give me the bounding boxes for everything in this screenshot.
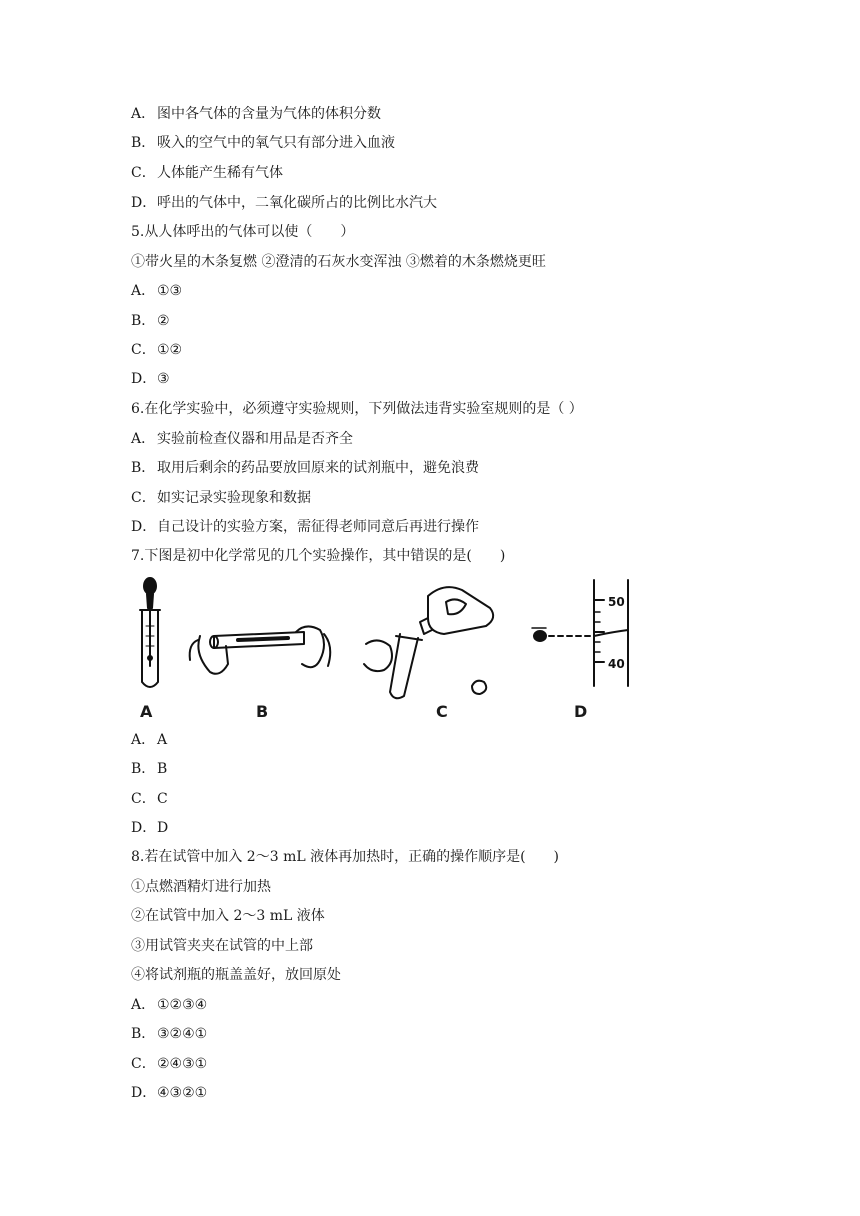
q6-option-b: B． 取用后剩余的药品要放回原来的试剂瓶中，避免浪费 — [131, 460, 479, 476]
q4-option-b: B． 吸入的空气中的氧气只有部分进入血液 — [131, 135, 395, 151]
q7-option-d: D．D — [131, 820, 169, 836]
q8-option-b: B． ③②④① — [131, 1026, 208, 1042]
q5-option-d: D．③ — [131, 371, 170, 387]
q8-step-3: ③用试管夹夹在试管的中上部 — [131, 938, 313, 954]
q6-stem: 6.在化学实验中，必须遵守实验规则，下列做法违背实验室规则的是（ ） — [131, 401, 583, 417]
q4-option-a: A． 图中各气体的含量为气体的体积分数 — [131, 106, 381, 122]
figure-label-d: D — [574, 702, 588, 721]
q7-option-a: A． A — [131, 732, 168, 748]
q7-option-b: B． B — [131, 761, 168, 777]
lab-operations-drawing — [128, 574, 648, 724]
q4-option-c: C．人体能产生稀有气体 — [131, 165, 283, 181]
q5-option-a: A． ①③ — [131, 283, 183, 299]
q4-option-d: D．呼出的气体中，二氧化碳所占的比例比水汽大 — [131, 195, 437, 211]
figure-label-b: B — [256, 702, 269, 721]
q7-stem: 7.下图是初中化学常见的几个实验操作，其中错误的是( ) — [131, 548, 506, 564]
q8-step-1: ①点燃酒精灯进行加热 — [131, 879, 271, 895]
q8-option-c: C．②④③① — [131, 1056, 208, 1072]
q8-step-2: ②在试管中加入 2～3 mL 液体 — [131, 908, 325, 924]
figure-a-dropper-in-tube — [140, 578, 160, 687]
q8-step-4: ④将试剂瓶的瓶盖盖好，放回原处 — [131, 967, 341, 983]
q6-option-d: D．自己设计的实验方案，需征得老师同意后再进行操作 — [131, 519, 479, 535]
lab-operations-figure — [128, 574, 648, 724]
q5-option-b: B． ② — [131, 313, 170, 329]
cylinder-mark-40: 40 — [608, 657, 625, 671]
q5-statement: ①带火星的木条复燃 ②澄清的石灰水变浑浊 ③燃着的木条燃烧更旺 — [131, 254, 546, 270]
q8-option-a: A． ①②③④ — [131, 997, 208, 1013]
cylinder-mark-50: 50 — [608, 595, 625, 609]
q8-option-d: D．④③②① — [131, 1085, 208, 1101]
figure-label-a: A — [140, 702, 153, 721]
q6-option-a: A． 实验前检查仪器和用品是否齐全 — [131, 431, 353, 447]
q6-option-c: C．如实记录实验现象和数据 — [131, 490, 311, 506]
figure-b-horizontal-tube — [190, 626, 331, 673]
q8-stem: 8.若在试管中加入 2～3 mL 液体再加热时，正确的操作顺序是( ) — [131, 849, 560, 865]
q7-option-c: C．C — [131, 791, 168, 807]
figure-c-pouring — [364, 587, 493, 698]
figure-label-c: C — [436, 702, 448, 721]
q5-option-c: C．①② — [131, 342, 183, 358]
q5-stem: 5.从人体呼出的气体可以使（ ） — [131, 224, 355, 240]
